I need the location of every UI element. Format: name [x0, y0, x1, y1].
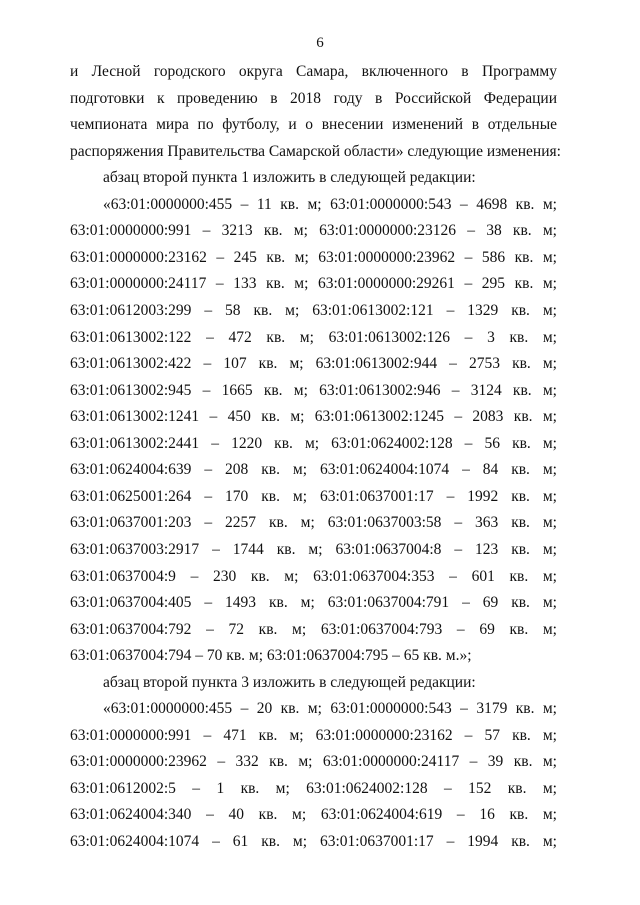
text-line: 63:01:0613002:422 – 107 кв. м; 63:01:0613002:944 – 2753 кв. м; [70, 355, 557, 373]
text-line: 63:01:0000000:23962 – 332 кв. м; 63:01:0000000:24117 – 39 кв. м; [70, 753, 557, 771]
text-line: чемпионата мира по футболу, и о внесении изменений в отдельные [70, 116, 557, 134]
text-line: 63:01:0637004:794 – 70 кв. м; 63:01:0637004:795 – 65 кв. м.»; [70, 647, 472, 665]
text-line: 63:01:0613002:122 – 472 кв. м; 63:01:0613002:126 – 3 кв. м; [70, 328, 557, 346]
text-line: 63:01:0624004:1074 – 61 кв. м; 63:01:0637001:17 – 1994 кв. м; [70, 833, 557, 850]
page-number: 6 [316, 35, 324, 51]
text-line: 63:01:0624004:340 – 40 кв. м; 63:01:0624004:619 – 16 кв. м; [70, 806, 557, 824]
text-line: распоряжения Правительства Самарской области» следующие изменения: [70, 142, 561, 160]
text-line: 63:01:0624004:639 – 208 кв. м; 63:01:0624004:1074 – 84 кв. м; [70, 461, 557, 479]
text-line: 63:01:0612003:299 – 58 кв. м; 63:01:0613002:121 – 1329 кв. м; [70, 302, 557, 319]
text-line: 63:01:0612002:5 – 1 кв. м; 63:01:0624002:128 – 152 кв. м; [70, 779, 557, 797]
text-line: и Лесной городского округа Самара, включенного в Программу [70, 63, 557, 80]
text-line: 63:01:0613002:2441 – 1220 кв. м; 63:01:0624002:128 – 56 кв. м; [70, 434, 557, 452]
text-line: подготовки к проведению в 2018 году в Российской Федерации [70, 89, 557, 107]
text-line: 63:01:0637003:2917 – 1744 кв. м; 63:01:0637004:8 – 123 кв. м; [70, 540, 557, 558]
text-line: 63:01:0637001:203 – 2257 кв. м; 63:01:0637003:58 – 363 кв. м; [70, 514, 557, 532]
text-line: «63:01:0000000:455 – 11 кв. м; 63:01:0000000:543 – 4698 кв. м; [103, 195, 557, 213]
text-line: 63:01:0637004:9 – 230 кв. м; 63:01:0637004:353 – 601 кв. м; [70, 567, 557, 585]
text-line: 63:01:0000000:24117 – 133 кв. м; 63:01:0000000:29261 – 295 кв. м; [70, 275, 557, 293]
text-line: 63:01:0000000:991 – 3213 кв. м; 63:01:0000000:23126 – 38 кв. м; [70, 222, 557, 240]
text-line: «63:01:0000000:455 – 20 кв. м; 63:01:0000000:543 – 3179 кв. м; [103, 700, 557, 718]
text-line: 63:01:0613002:1241 – 450 кв. м; 63:01:0613002:1245 – 2083 кв. м; [70, 408, 557, 426]
text-line: 63:01:0000000:23162 – 245 кв. м; 63:01:0000000:23962 – 586 кв. м; [70, 248, 557, 266]
text-line: 63:01:0637004:405 – 1493 кв. м; 63:01:0637004:791 – 69 кв. м; [70, 594, 557, 611]
text-line: 63:01:0000000:991 – 471 кв. м; 63:01:0000000:23162 – 57 кв. м; [70, 726, 557, 744]
text-line: абзац второй пункта 3 изложить в следующей редакции: [103, 673, 476, 691]
text-line: абзац второй пункта 1 изложить в следующей редакции: [103, 169, 476, 187]
text-line: 63:01:0613002:945 – 1665 кв. м; 63:01:0613002:946 – 3124 кв. м; [70, 381, 557, 399]
text-line: 63:01:0637004:792 – 72 кв. м; 63:01:0637004:793 – 69 кв. м; [70, 620, 557, 638]
text-line: 63:01:0625001:264 – 170 кв. м; 63:01:0637001:17 – 1992 кв. м; [70, 487, 557, 505]
